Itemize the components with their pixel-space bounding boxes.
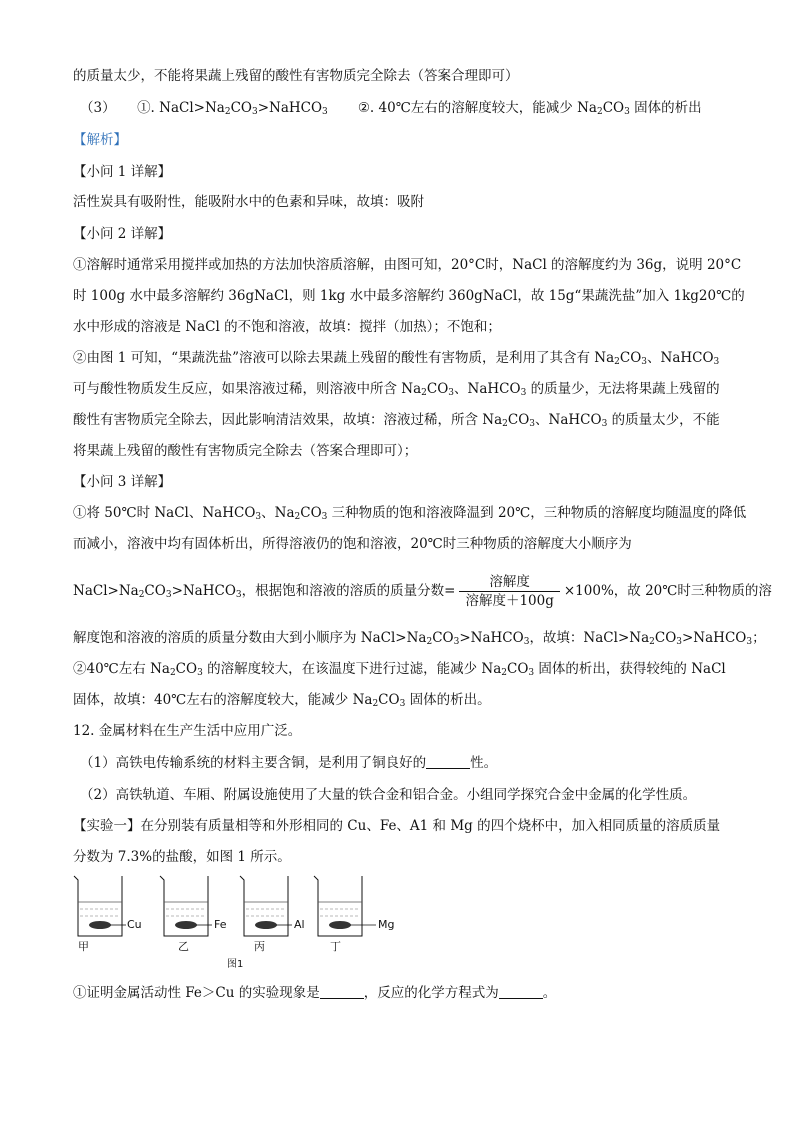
answer-line-3: （3） ①. $NaCl>Na_2CO_3>NaHCO_3$ ②. 40℃左右的溶解度较大，能减少 $Na_2CO_3$ 固体的析出 <box>80 100 702 117</box>
q1-body: 活性炭具有吸附性，能吸附水中的色素和异味，故填：吸附 <box>73 194 424 210</box>
q2-paragraph-line: ①溶解时通常采用搅拌或加热的方法加快溶质溶解，由图可知，20°C时，NaCl 的溶解度约为 36g，说明 20°C <box>73 257 742 273</box>
answer-line-cont: 的质量太少，不能将果蔬上残留的酸性有害物质完全除去（答案合理即可） <box>73 68 519 84</box>
metal-label-cu: Cu <box>127 918 142 931</box>
metal-label-al: Al <box>294 918 305 931</box>
q3-paragraph-line: 解度饱和溶液的溶质的质量分数由大到小顺序为 $NaCl>Na_2CO_3>NaHCO_3$，故填：$NaCl>Na_2CO_3>NaHCO_3$； <box>73 630 766 647</box>
q3-paragraph-line: ①将 50℃时 NaCl、NaHCO$_3$、$Na_2CO_3$ 三种物质的饱和溶液降温到 20℃，三种物质的溶解度均随温度的降低 <box>73 505 747 522</box>
q2-paragraph-line: 可与酸性物质发生反应，如果溶液过稀，则溶液中所含 $Na_2CO_3$、NaHCO$_3$ 的质量少，无法将果蔬上残留的 <box>73 381 720 398</box>
q3-paragraph-line: 固体，故填：40℃左右的溶解度较大，能减少 $Na_2CO_3$ 固体的析出。 <box>73 692 491 709</box>
beaker-yi <box>160 876 212 936</box>
fraction-denominator: 溶解度＋100g <box>459 591 559 610</box>
question-12-title: 12. 金属材料在生产生活中应用广泛。 <box>73 723 302 739</box>
figure-caption: 图1 <box>227 959 244 970</box>
beaker-label-yi: 乙 <box>178 940 189 953</box>
beaker-label-bing: 丙 <box>254 940 265 953</box>
q3-paragraph-line: 而减小，溶液中均有固体析出，所得溶液仍的饱和溶液，20℃时三种物质的溶解度大小顺序为 <box>73 536 632 552</box>
q3-title: 【小问 3 详解】 <box>73 474 172 490</box>
q3-formula-line: $NaCl>Na_2CO_3>NaHCO_3$，根据饱和溶液的溶质的质量分数= $\frac{\text{溶解度}}{\text{溶解度＋100g}}$ ×100%，故 20℃时三种物质的溶 <box>73 574 772 609</box>
metal-label-fe: Fe <box>214 918 227 931</box>
fraction-numerator: 溶解度 <box>489 574 530 590</box>
q2-title: 【小问 2 详解】 <box>73 226 172 242</box>
answer-blank[interactable] <box>426 754 470 769</box>
q2-paragraph-line: 时 100g 水中最多溶解约 36gNaCl，则 1kg 水中最多溶解约 360gNaCl，故 15g“果蔬洗盐”加入 1kg20℃的 <box>73 288 745 304</box>
answer-blank[interactable] <box>320 984 364 999</box>
beaker-jia <box>74 876 126 936</box>
beaker-bing <box>240 876 292 936</box>
q1-title: 【小问 1 详解】 <box>73 164 172 180</box>
beakers-illustration <box>72 868 402 968</box>
fraction <box>459 573 559 610</box>
answer-blank[interactable] <box>499 984 543 999</box>
beaker-ding <box>314 876 376 936</box>
analysis-heading: 【解析】 <box>73 132 127 148</box>
experiment-1-line: 【实验一】在分别装有质量相等和外形相同的 Cu、Fe、A1 和 Mg 的四个烧杯中，加入相同质量的溶质质量 <box>73 818 721 834</box>
beaker-label-jia: 甲 <box>78 940 89 953</box>
beaker-label-ding: 丁 <box>330 940 341 953</box>
experiment-1-line: 分数为 7.3%的盐酸，如图 1 所示。 <box>73 849 291 865</box>
figure-1-beakers <box>72 868 402 968</box>
metal-label-mg: Mg <box>378 918 395 931</box>
q2-paragraph-line: 酸性有害物质完全除去，因此影响清洁效果，故填：溶液过稀，所含 $Na_2CO_3$、NaHCO$_3$ 的质量太少，不能 <box>73 412 720 429</box>
q2-paragraph-line: 水中形成的溶液是 NaCl 的不饱和溶液，故填：搅拌（加热）；不饱和； <box>73 319 501 335</box>
q2-paragraph-line: ②由图 1 可知，“果蔬洗盐”溶液可以除去果蔬上残留的酸性有害物质，是利用了其含有 $Na_2CO_3$、NaHCO$_3$ <box>73 350 720 367</box>
q3-paragraph-line: ②40℃左右 $Na_2CO_3$ 的溶解度较大，在该温度下进行过滤，能减少 $Na_2CO_3$ 固体的析出，获得较纯的 NaCl <box>73 661 726 678</box>
q2-paragraph-line: 将果蔬上残留的酸性有害物质完全除去（答案合理即可）； <box>73 443 418 459</box>
question-12-part-2: （2）高铁轨道、车厢、附属设施使用了大量的铁合金和铝合金。小组同学探究合金中金属的化学性质。 <box>80 787 697 803</box>
question-12-subquestion: ①证明金属活动性 Fe＞Cu 的实验现象是 ，反应的化学方程式为 。 <box>73 985 557 1001</box>
question-12-part-1: （1）高铁电传输系统的材料主要含铜，是利用了铜良好的 性。 <box>80 755 498 771</box>
